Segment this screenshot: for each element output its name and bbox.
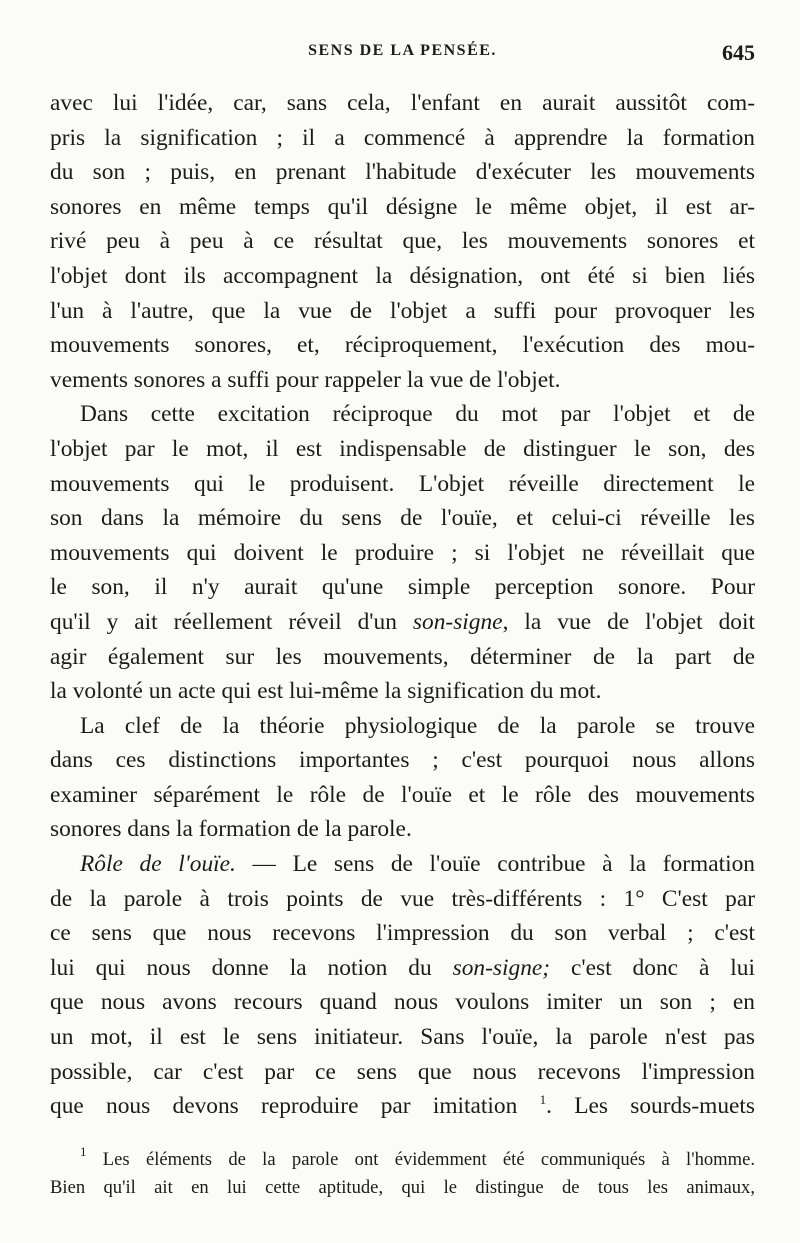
- paragraph-3: [50, 709, 755, 847]
- text-line: vements sonores a suffi pour rappeler la vue de l'objet.: [50, 366, 561, 393]
- emphasis-son-signe: son-signe: [412, 608, 503, 635]
- text-line: examiner séparément le rôle de l'ouïe et le rôle des mouvements: [50, 781, 755, 808]
- text-line: de la parole à trois points de vue très-différents : 1° C'est par: [50, 885, 755, 912]
- text-line: [50, 1089, 755, 1124]
- text-line: agir également sur les mouvements, déterminer de la part de: [50, 643, 755, 670]
- text-line: sonores dans la formation de la parole.: [50, 816, 412, 843]
- footnotes: [50, 1146, 755, 1202]
- text-line: l'un à l'autre, que la vue de l'objet a suffi pour provoquer les: [50, 297, 755, 324]
- text-line: mouvements qui le produisent. L'objet réveille directement le: [50, 470, 755, 497]
- text-run: , la vue de l'objet doit: [502, 608, 756, 635]
- text-run: que nous devons reproduire par imitation: [50, 1093, 540, 1120]
- paragraph-2: [50, 397, 755, 708]
- footnote-reference: 1: [539, 1092, 547, 1108]
- page-number: 645: [722, 40, 755, 65]
- text-run: . Les sourds-muets: [546, 1093, 755, 1120]
- text-line: l'objet par le mot, il est indispensable de distinguer le son, des: [50, 435, 755, 462]
- text-line: pris la signification ; il a commencé à apprendre la formation: [50, 124, 755, 151]
- running-head: [50, 40, 755, 74]
- section-heading: Rôle de l'ouïe.: [80, 851, 236, 878]
- text-line: [50, 951, 755, 986]
- text-line: la volonté un acte qui est lui-même la signification du mot.: [50, 678, 602, 705]
- text-line: ce sens que nous recevons l'impression du son verbal ; c'est: [50, 920, 755, 947]
- running-title: SENS DE LA PENSÉE.: [308, 42, 497, 59]
- paragraph-4: [50, 847, 755, 1124]
- text-line: mouvements qui doivent le produire ; si l'objet ne réveillait que: [50, 539, 755, 566]
- text-line: un mot, il est le sens initiateur. Sans l'ouïe, la parole n'est pas: [50, 1024, 755, 1051]
- text-run: qu'il y ait réellement réveil d'un: [50, 608, 413, 635]
- text-run: — Le sens de l'ouïe contribue à la formation: [235, 851, 755, 878]
- text-run: Les éléments de la parole ont évidemment été communiqués à l'homme.: [86, 1149, 755, 1170]
- text-line: mouvements sonores, et, réciproquement, l'exécution des mou-: [50, 332, 755, 359]
- footnote-line: Bien qu'il ait en lui cette aptitude, qui le distingue de tous les animaux,: [50, 1177, 755, 1198]
- text-line: possible, car c'est par ce sens que nous recevons l'impression: [50, 1058, 755, 1085]
- text-line: du son ; puis, en prenant l'habitude d'exécuter les mouvements: [50, 159, 755, 186]
- emphasis-son-signe: son-signe;: [452, 954, 551, 981]
- text-run: c'est donc à lui: [550, 954, 755, 981]
- text-line: que nous avons recours quand nous voulons imiter un son ; en: [50, 989, 755, 1016]
- text-line: dans ces distinctions importantes ; c'est pourquoi nous allons: [50, 747, 755, 774]
- text-line: Dans cette excitation réciproque du mot par l'objet et de: [80, 401, 755, 428]
- body-text: [50, 86, 755, 1124]
- paragraph-1: [50, 86, 755, 397]
- footnote-line: [50, 1146, 755, 1174]
- text-line: [50, 605, 755, 640]
- text-line: avec lui l'idée, car, sans cela, l'enfant en aurait aussitôt com-: [50, 90, 755, 116]
- text-run: lui qui nous donne la notion du: [50, 954, 453, 981]
- text-line: son dans la mémoire du sens de l'ouïe, et celui-ci réveille les: [50, 505, 755, 532]
- text-line: sonores en même temps qu'il désigne le même objet, il est ar-: [50, 193, 755, 220]
- text-line: La clef de la théorie physiologique de la parole se trouve: [80, 712, 755, 739]
- footnote-marker: 1: [80, 1144, 87, 1159]
- text-line: [50, 847, 755, 882]
- text-line: l'objet dont ils accompagnent la désignation, ont été si bien liés: [50, 262, 755, 289]
- text-line: rivé peu à peu à ce résultat que, les mouvements sonores et: [50, 228, 755, 255]
- text-line: le son, il n'y aurait qu'une simple perception sonore. Pour: [50, 574, 755, 601]
